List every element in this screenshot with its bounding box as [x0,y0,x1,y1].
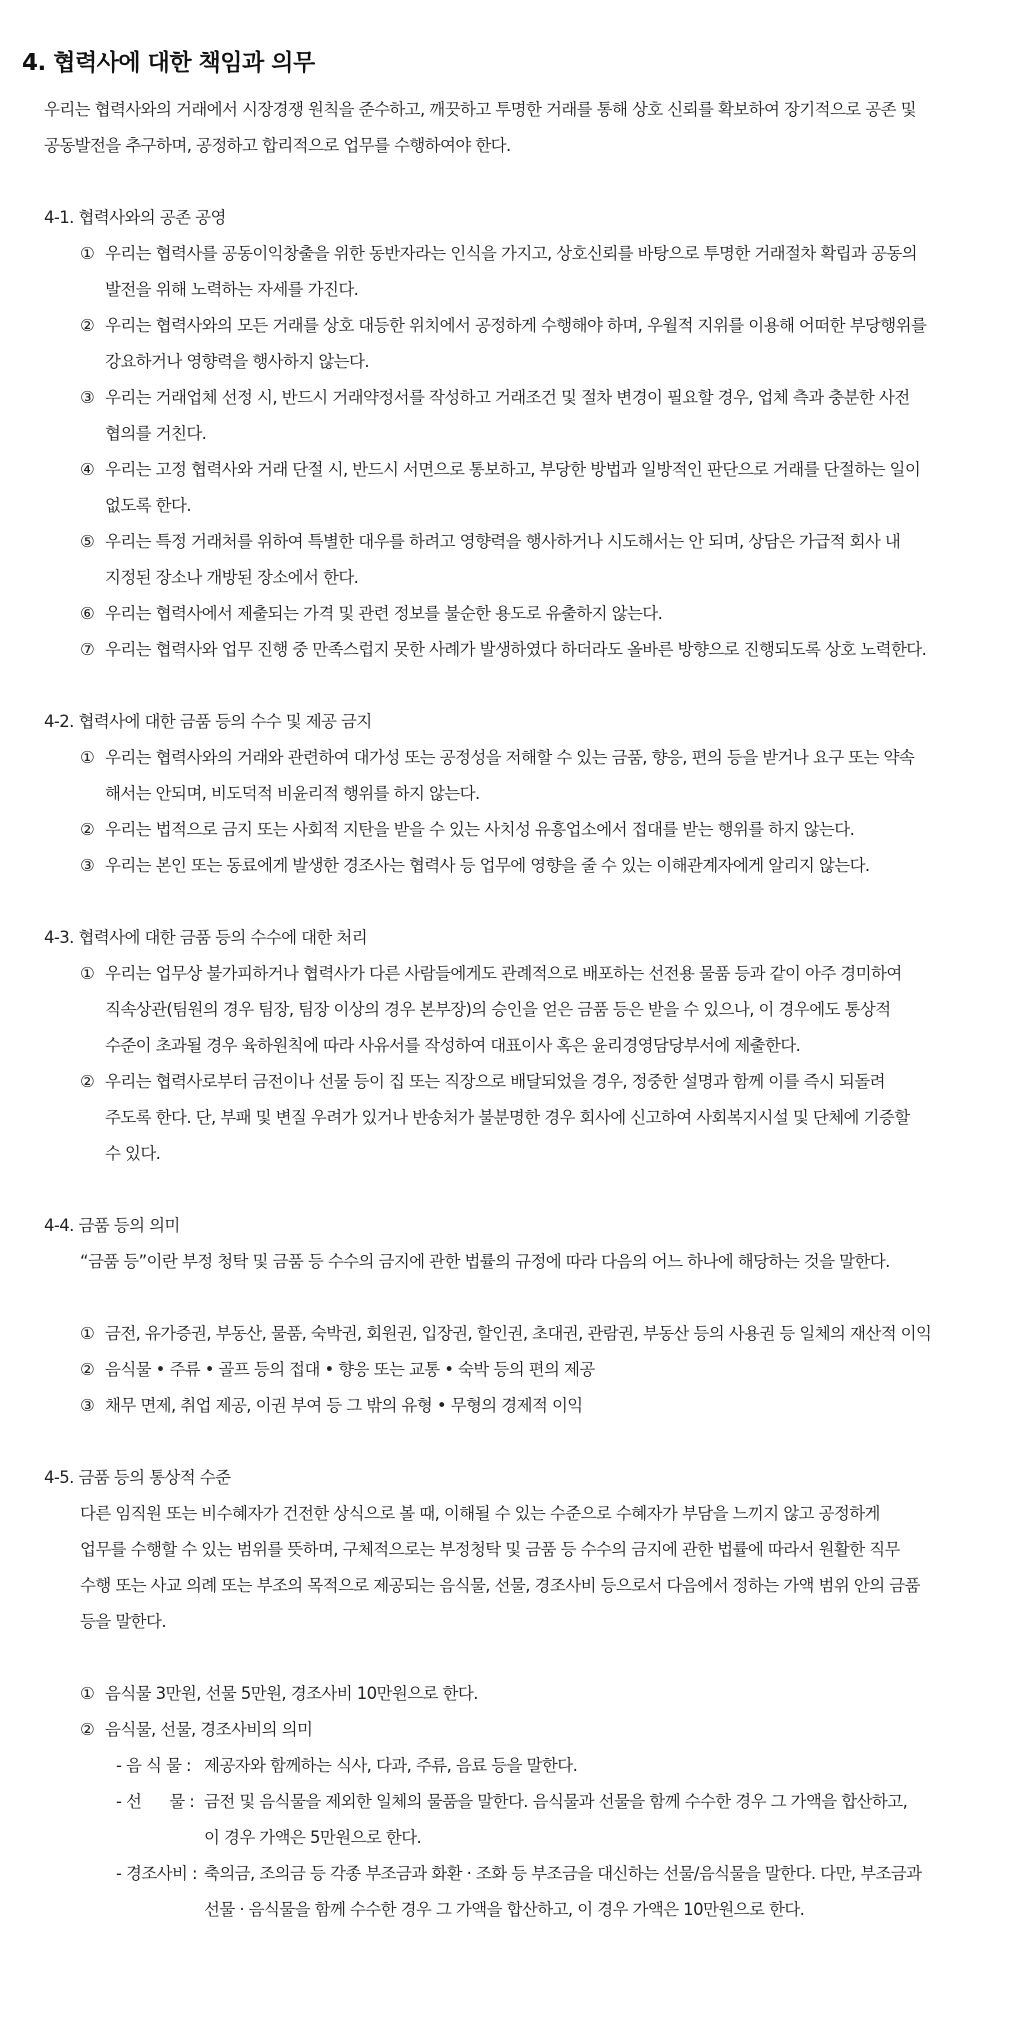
subsection-heading-4-2: 4-2. 협력사에 대한 금품 등의 수수 및 제공 금지 [44,712,372,731]
item-text: 우리는 고정 협력사와 거래 단절 시, 반드시 서면으로 통보하고, 부당한 방법과 일방적인 판단으로 거래를 단절하는 일이 없도록 한다. [105,460,921,515]
item-number: ① [80,1324,95,1343]
definition-desc: 금전 및 음식물을 제외한 일체의 물품을 말한다. 음식물과 선물을 함께 수수한 경우 그 가액을 합산하고, 이 경우 가액은 5만원으로 한다. [204,1792,908,1847]
item-number: ① [80,748,95,767]
definition-desc: 축의금, 조의금 등 각종 부조금과 화환 · 조화 등 부조금을 대신하는 선물/음식물을 말한다. 다만, 부조금과 선물 · 음식물을 함께 수수한 경우 그 가액을 합산하고, 이 경우 가액은 10만원으로 한다. [204,1864,922,1919]
definition-desc: 제공자와 함께하는 식사, 다과, 주류, 음료 등을 말한다. [204,1756,578,1775]
item-number: ⑦ [80,640,95,659]
paragraph-line: 다른 임직원 또는 비수혜자가 건전한 상식으로 볼 때, 이해될 수 있는 수준으로 수혜자가 부담을 느끼지 않고 공정하게 [80,1504,880,1523]
intro-line-2: 공동발전을 추구하며, 공정하고 합리적으로 업무를 수행하여야 한다. [44,136,511,155]
item-number: ② [80,1072,95,1091]
subsection-heading-4-3: 4-3. 협력사에 대한 금품 등의 수수에 대한 처리 [44,928,368,947]
item-number: ③ [80,1396,95,1415]
item-number: ⑥ [80,604,95,623]
item-number: ③ [80,388,95,407]
item-text: 채무 면제, 취업 제공, 이권 부여 등 그 밖의 유형 • 무형의 경제적 이익 [105,1396,583,1415]
item-text: 우리는 협력사를 공동이익창출을 위한 동반자라는 인식을 가지고, 상호신뢰를 바탕으로 투명한 거래절차 확립과 공동의 발전을 위해 노력하는 자세를 가진다. [105,244,917,299]
item-number: ② [80,820,95,839]
item-text: 음식물 • 주류 • 골프 등의 접대 • 향응 또는 교통 • 숙박 등의 편의 제공 [105,1360,595,1379]
item-number: ① [80,1684,95,1703]
item-text: 우리는 협력사와의 모든 거래를 상호 대등한 위치에서 공정하게 수행해야 하며, 우월적 지위를 이용해 어떠한 부당행위를 강요하거나 영향력을 행사하지 않는다. [105,316,927,371]
section-title: 4. 협력사에 대한 책임과 의무 [22,50,315,76]
item-text: 금전, 유가증권, 부동산, 물품, 숙박권, 회원권, 입장권, 할인권, 초대권, 관람권, 부동산 등의 사용권 등 일체의 재산적 이익 [105,1324,932,1343]
item-text: 우리는 법적으로 금지 또는 사회적 지탄을 받을 수 있는 사치성 유흥업소에서 접대를 받는 행위를 하지 않는다. [105,820,855,839]
item-number: ① [80,964,95,983]
definition-term: - 음 식 물 : [116,1756,191,1775]
item-number: ① [80,244,95,263]
item-text: 우리는 협력사와의 거래와 관련하여 대가성 또는 공정성을 저해할 수 있는 금품, 향응, 편의 등을 받거나 요구 또는 약속 해서는 안되며, 비도덕적 비윤리적 행위를 하지 않는다. [105,748,915,803]
paragraph-line: 수행 또는 사교 의례 또는 부조의 목적으로 제공되는 음식물, 선물, 경조사비 등으로서 다음에서 정하는 가액 범위 안의 금품 [80,1576,920,1595]
item-text: 우리는 본인 또는 동료에게 발생한 경조사는 협력사 등 업무에 영향을 줄 수 있는 이해관계자에게 알리지 않는다. [105,856,870,875]
item-number: ④ [80,460,95,479]
item-text: 우리는 협력사와 업무 진행 중 만족스럽지 못한 사례가 발생하였다 하더라도 올바른 방향으로 진행되도록 상호 노력한다. [105,640,927,659]
definition-term: - 선 물 : [116,1792,195,1811]
item-text: 우리는 특정 거래처를 위하여 특별한 대우를 하려고 영향력을 행사하거나 시도해서는 안 되며, 상담은 가급적 회사 내 지정된 장소나 개방된 장소에서 한다. [105,532,901,587]
item-text: 우리는 거래업체 선정 시, 반드시 거래약정서를 작성하고 거래조건 및 절차 변경이 필요할 경우, 업체 측과 충분한 사전 협의를 거친다. [105,388,910,443]
definition-term: - 경조사비 : [116,1864,197,1883]
item-text: 음식물 3만원, 선물 5만원, 경조사비 10만원으로 한다. [105,1684,478,1703]
item-text: 음식물, 선물, 경조사비의 의미 [105,1720,313,1739]
item-number: ② [80,1360,95,1379]
paragraph-line: 등을 말한다. [80,1612,166,1631]
item-text: 우리는 업무상 불가피하거나 협력사가 다른 사람들에게도 관례적으로 배포하는 선전용 물품 등과 같이 아주 경미하여 직속상관(팀원의 경우 팀장, 팀장 이상의 경우 본부장)의 승인을 얻은 금품 등은 받을 수 있으나, 이 경우에도 통상적 수준이 초과될 경우 육하원칙에 따라 사유서를 작성하여 대표이사 혹은 윤리경영담당부서에 제출한다. [105,964,902,1055]
paragraph-line: 업무를 수행할 수 있는 범위를 뜻하며, 구체적으로는 부정청탁 및 금품 등 수수의 금지에 관한 법률에 따라서 원활한 직무 [80,1540,900,1559]
definition-text: “금품 등”이란 부정 청탁 및 금품 등 수수의 금지에 관한 법률의 규정에 따라 다음의 어느 하나에 해당하는 것을 말한다. [80,1252,890,1271]
intro-line-1: 우리는 협력사와의 거래에서 시장경쟁 원칙을 준수하고, 깨끗하고 투명한 거래를 통해 상호 신뢰를 확보하여 장기적으로 공존 및 [44,100,916,119]
item-number: ② [80,1720,95,1739]
subsection-heading-4-4: 4-4. 금품 등의 의미 [44,1216,180,1235]
subsection-heading-4-5: 4-5. 금품 등의 통상적 수준 [44,1468,231,1487]
item-number: ② [80,316,95,335]
subsection-heading-4-1: 4-1. 협력사와의 공존 공영 [44,208,226,227]
item-number: ⑤ [80,532,95,551]
item-text: 우리는 협력사에서 제출되는 가격 및 관련 정보를 불순한 용도로 유출하지 않는다. [105,604,663,623]
item-text: 우리는 협력사로부터 금전이나 선물 등이 집 또는 직장으로 배달되었을 경우, 정중한 설명과 함께 이를 즉시 되돌려 주도록 한다. 단, 부패 및 변질 우려가 있거나 반송처가 불분명한 경우 회사에 신고하여 사회복지시설 및 단체에 기증할 수 있다. [105,1072,910,1163]
item-number: ③ [80,856,95,875]
